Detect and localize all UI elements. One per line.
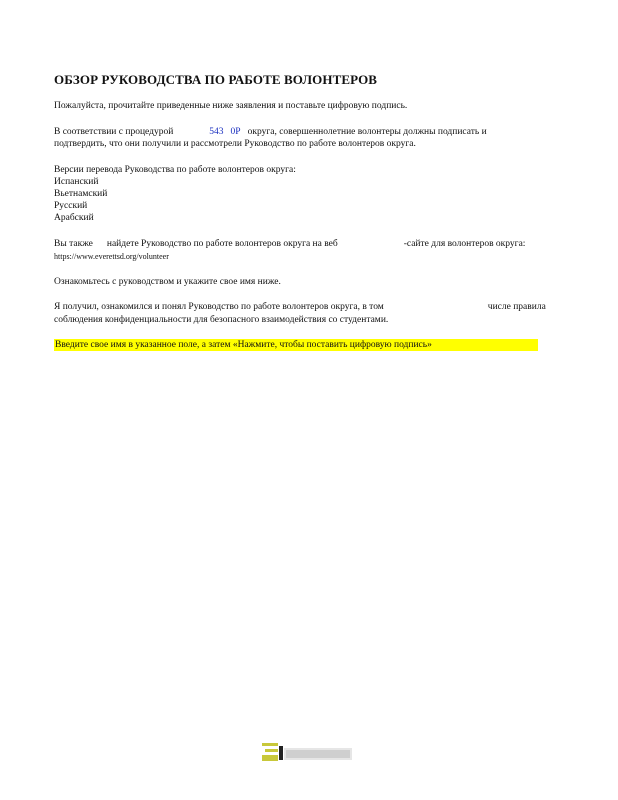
sign-instruction-highlight: Введите свое имя в указанное поле, а затем «Нажмите, чтобы поставить цифровую подпись» bbox=[54, 339, 538, 351]
review-instruction: Ознакомьтесь с руководством и укажите свое имя ниже. bbox=[54, 277, 281, 287]
website-line bbox=[54, 238, 525, 251]
ack-prefix: Я получил, ознакомился и понял Руководство по работе волонтеров округа, в том bbox=[54, 302, 384, 312]
procedure-code-2: 0P bbox=[230, 127, 241, 137]
logo-icon bbox=[262, 742, 352, 762]
procedure-prefix: В соответствии с процедурой bbox=[54, 127, 174, 137]
intro-text: Пожалуйста, прочитайте приведенные ниже заявления и поставьте цифровую подпись. bbox=[54, 101, 408, 111]
ack-suffix: числе правила bbox=[487, 302, 546, 312]
procedure-line-2: подтвердить, что они получили и рассмотрели Руководство по работе волонтеров округа. bbox=[54, 139, 416, 149]
language-item: Арабский bbox=[54, 213, 94, 223]
website-middle: найдете Руководство по работе волонтеров округа на веб bbox=[106, 239, 338, 249]
language-item: Испанский bbox=[54, 177, 99, 187]
procedure-code-1: 543 bbox=[209, 127, 224, 137]
page-title: ОБЗОР РУКОВОДСТВА ПО РАБОТЕ ВОЛОНТЕРОВ bbox=[54, 72, 378, 87]
procedure-suffix: округа, совершеннолетние волонтеры должны подписать и bbox=[247, 127, 487, 137]
ack-line-2: соблюдения конфиденциальности для безопасного взаимодействия со студентами. bbox=[54, 315, 389, 325]
website-url-link[interactable]: https://www.everettsd.org/volunteer bbox=[54, 252, 169, 261]
translations-heading: Версии перевода Руководства по работе волонтеров округа: bbox=[54, 165, 296, 175]
ack-line-1 bbox=[54, 301, 546, 314]
procedure-line-1 bbox=[54, 126, 487, 139]
website-prefix: Вы также bbox=[54, 239, 93, 249]
language-item: Русский bbox=[54, 201, 88, 211]
website-suffix: -сайте для волонтеров округа: bbox=[403, 239, 526, 249]
language-item: Вьетнамский bbox=[54, 189, 108, 199]
